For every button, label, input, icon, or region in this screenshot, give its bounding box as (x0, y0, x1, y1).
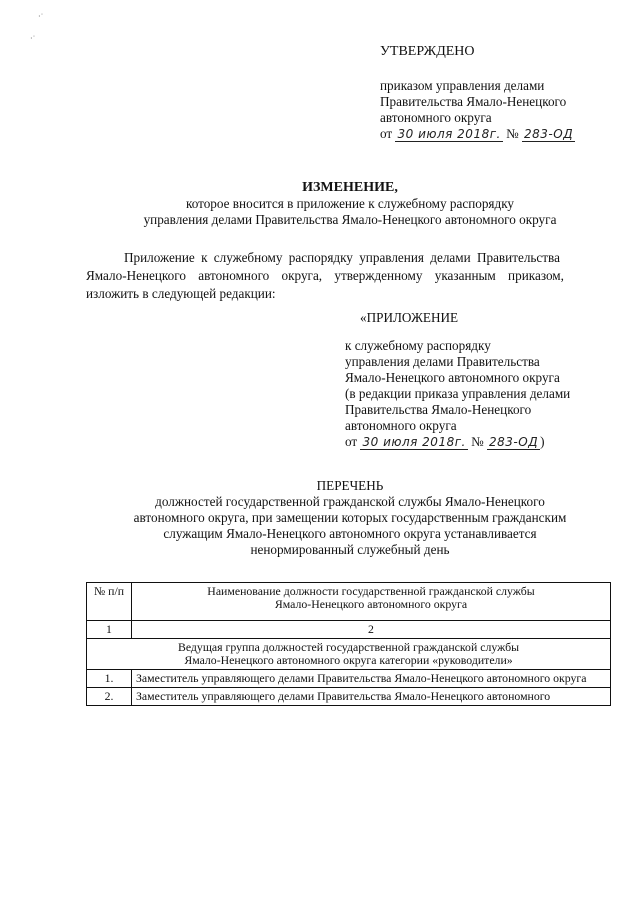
scan-speck: ·˙ (38, 12, 44, 21)
date-prefix: от (345, 434, 358, 449)
table-row (87, 688, 611, 706)
group-line: Ведущая группа должностей государственной гражданской службы (177, 640, 520, 654)
change-subtitle: которое вносится в приложение к служебному распорядку (185, 196, 515, 211)
handwritten-number: 283-ОД (524, 127, 574, 141)
body-paragraph: Приложение к служебному распорядку управления делами Правительства (124, 250, 560, 265)
header-name-line: Ямало-Ненецкого автономного округа (274, 597, 468, 611)
body-paragraph: изложить в следующей редакции: (86, 286, 276, 301)
approval-line: автономного округа (380, 110, 492, 125)
header-name-line: Наименование должности государственной гражданской службы (207, 584, 535, 598)
handwritten-date: 30 июля 2018г. (397, 127, 501, 141)
date-prefix: от (380, 126, 393, 141)
appendix-line: управления делами Правительства (345, 354, 540, 369)
appendix-date-line (345, 434, 545, 450)
number-sign: № (506, 126, 519, 141)
scan-speck: ·˙ (30, 34, 36, 43)
group-line: Ямало-Ненецкого автономного округа категории «руководители» (184, 653, 513, 667)
appendix-line: (в редакции приказа управления делами (345, 386, 571, 401)
number-sign: № (471, 434, 484, 449)
approval-line: приказом управления делами (380, 78, 545, 93)
approval-title: УТВЕРЖДЕНО (380, 44, 475, 59)
approval-date-line (380, 126, 575, 142)
change-subtitle: управления делами Правительства Ямало-Ненецкого автономного округа (143, 212, 557, 227)
perechen-line: ненормированный служебный день (250, 542, 450, 557)
index-cell: 2 (132, 621, 611, 639)
row-name: Заместитель управляющего делами Правительства Ямало-Ненецкого автономного округа (132, 670, 611, 688)
perechen-line: служащим Ямало-Ненецкого автономного округа устанавливается (163, 526, 537, 541)
row-num: 1. (87, 670, 132, 688)
appendix-title: «ПРИЛОЖЕНИЕ (360, 310, 459, 325)
perechen-line: должностей государственной гражданской службы Ямало-Ненецкого (155, 494, 545, 509)
table-group-row (87, 639, 611, 670)
table-row (87, 670, 611, 688)
group-cell (87, 639, 611, 670)
perechen-line: автономного округа, при замещении которых государственным гражданским (133, 510, 567, 525)
handwritten-date: 30 июля 2018г. (362, 435, 466, 449)
table-index-row (87, 621, 611, 639)
index-cell: 1 (87, 621, 132, 639)
header-num: № п/п (87, 583, 132, 621)
closing-paren: ) (540, 434, 545, 449)
change-title: ИЗМЕНЕНИЕ, (302, 180, 398, 195)
positions-table (86, 582, 611, 706)
row-num: 2. (87, 688, 132, 706)
appendix-line: автономного округа (345, 418, 457, 433)
header-name (132, 583, 611, 621)
row-name: Заместитель управляющего делами Правительства Ямало-Ненецкого автономного (132, 688, 611, 706)
appendix-line: Правительства Ямало-Ненецкого (345, 402, 532, 417)
handwritten-number: 283-ОД (489, 435, 539, 449)
approval-line: Правительства Ямало-Ненецкого (380, 94, 567, 109)
appendix-line: Ямало-Ненецкого автономного округа (345, 370, 560, 385)
appendix-line: к служебному распорядку (345, 338, 491, 353)
table-header-row (87, 583, 611, 621)
body-paragraph: Ямало-Ненецкого автономного округа, утвержденному указанным приказом, (86, 268, 564, 283)
perechen-title: ПЕРЕЧЕНЬ (316, 478, 384, 493)
